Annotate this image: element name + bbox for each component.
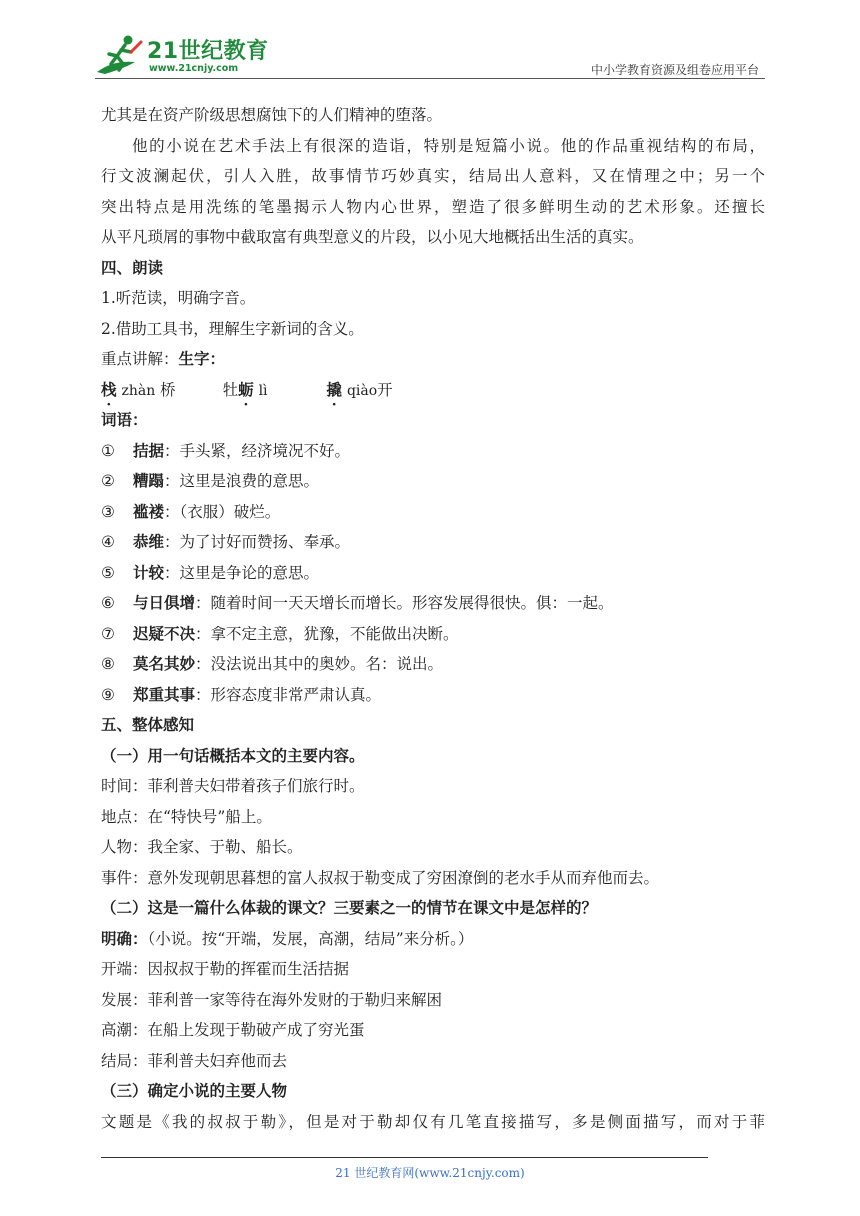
para-line: 文题是《我的叔叔于勒》，但是对于勒却仅有几笔直接描写，多是侧面描写，而对于菲 <box>101 1112 765 1131</box>
word-item <box>101 649 765 680</box>
logo <box>95 30 295 78</box>
char-entry <box>223 375 268 407</box>
word-term: 拮据 <box>133 440 165 460</box>
para-line: 从平凡琐屑的事物中截取富有典型意义的片段，以小见大地概括出生活的真实。 <box>101 228 644 246</box>
word-term: 恭维 <box>133 532 165 551</box>
section-title: 五、整体感知 <box>101 715 195 734</box>
word-number: ⑥ <box>101 594 115 612</box>
section-title: 四、朗读 <box>101 257 164 277</box>
plot-line: 结局：菲利普夫妇弃他而去 <box>101 1051 288 1070</box>
word-term: 褴褛 <box>133 501 165 521</box>
header-divider <box>95 78 765 79</box>
pinyin: zhàn <box>121 382 156 399</box>
word-definition: ：拿不定主意，犹豫，不能做出决断。 <box>195 624 459 643</box>
word-term: 莫名其妙 <box>133 654 196 673</box>
char-post: 开 <box>377 380 393 399</box>
word-number: ② <box>101 472 115 490</box>
list-item: 2.借助工具书，理解生字新词的含义。 <box>101 319 364 338</box>
list-item: 1.听范读，明确字音。 <box>101 289 256 307</box>
char-post: 桥 <box>160 380 176 399</box>
word-definition: ：形容态度非常严肃认真。 <box>195 685 382 704</box>
word-number: ③ <box>101 502 115 521</box>
para-line: 他的小说在艺术手法上有很深的造诣，特别是短篇小说。他的作品重视结构的布局， <box>132 136 765 155</box>
pinyin: qiào <box>346 382 378 399</box>
word-definition: ：这里是浪费的意思。 <box>164 472 320 490</box>
summary-line: 时间：菲利普夫妇带着孩子们旅行时。 <box>101 777 365 795</box>
document-body <box>101 100 765 1137</box>
plot-line: 开端：因叔叔于勒的挥霍而生活拮据 <box>101 960 350 978</box>
word-definition: ：没法说出其中的奥妙。名：说出。 <box>195 655 444 673</box>
answer-line <box>101 924 765 955</box>
word-definition: ：这里是争论的意思。 <box>164 563 320 582</box>
para-line: 突出特点是用洗练的笔墨揭示人物内心世界，塑造了很多鲜明生动的艺术形象。还擅长 <box>101 197 765 216</box>
key-points-line <box>101 344 765 375</box>
question: （三）确定小说的主要人物 <box>101 1081 288 1100</box>
word-definition: ：（衣服）破烂。 <box>164 502 281 521</box>
char-pre: 牡 <box>222 380 239 399</box>
word-definition: ：随着时间一天天增长而增长。形容发展得很快。俱：一起。 <box>195 594 614 612</box>
key-label: 重点讲解： <box>101 350 179 368</box>
para-line: 行文波澜起伏，引人入胜，故事情节巧妙真实，结局出人意料，又在情理之中；另一个 <box>101 167 765 185</box>
logo-brand: 21世纪教育 <box>147 39 269 64</box>
word-term: 糟蹋 <box>133 471 165 490</box>
question: （一）用一句话概括本文的主要内容。 <box>101 745 365 765</box>
runner-logo-icon <box>95 32 151 78</box>
word-term: 郑重其事 <box>133 684 196 704</box>
pinyin: lì <box>258 382 268 399</box>
word-term: 与日俱增 <box>133 593 196 612</box>
plot-line: 高潮：在船上发现于勒破产成了穷光蛋 <box>101 1021 365 1039</box>
words-label: 词语： <box>101 410 148 429</box>
word-number: ④ <box>101 533 115 551</box>
summary-line: 地点：在“特快号”船上。 <box>101 807 272 826</box>
footer-divider <box>101 1157 708 1158</box>
word-term: 迟疑不决 <box>133 623 196 643</box>
char-key: 撬 <box>326 379 342 399</box>
char-key: 蛎 <box>238 379 254 399</box>
word-definition: ：手头紧，经济境况不好。 <box>164 441 351 460</box>
clear-label: 明确： <box>101 928 148 948</box>
plot-line: 发展：菲利普一家等待在海外发财的于勒归来解困 <box>101 990 443 1009</box>
word-item <box>101 497 765 528</box>
clear-text: （小说。按“开端，发展，高潮，结局”来分析。） <box>147 929 474 948</box>
platform-name: 中小学教育资源及组卷应用平台 <box>590 63 759 77</box>
summary-line: 人物：我全家、于勒、船长。 <box>101 838 303 856</box>
word-item <box>101 558 765 589</box>
word-item <box>101 527 765 558</box>
word-item <box>101 436 765 467</box>
page-header <box>95 30 765 80</box>
word-item <box>101 588 765 619</box>
char-key: 栈 <box>101 379 117 399</box>
key-bold: 生字： <box>178 349 226 368</box>
logo-url: www.21cnjy.com <box>149 63 239 74</box>
word-number: ⑤ <box>101 563 115 582</box>
word-item <box>101 680 765 711</box>
word-number: ① <box>101 441 115 460</box>
word-number: ⑨ <box>101 685 115 704</box>
word-term: 计较 <box>133 562 165 582</box>
question: （二）这是一篇什么体裁的课文？三要素之一的情节在课文中是怎样的？ <box>101 898 598 917</box>
para-line: 尤其是在资产阶级思想腐蚀下的人们精神的堕落。 <box>101 106 443 124</box>
char-entry <box>101 375 176 407</box>
char-entry <box>326 375 392 407</box>
word-item <box>101 466 765 497</box>
word-number: ⑧ <box>101 655 115 673</box>
summary-line: 事件：意外发现朝思暮想的富人叔叔于勒变成了穷困潦倒的老水手从而弃他而去。 <box>101 868 660 887</box>
word-number: ⑦ <box>101 624 115 643</box>
new-characters <box>101 375 765 406</box>
word-definition: ：为了讨好而赞扬、奉承。 <box>164 533 351 551</box>
word-item <box>101 619 765 650</box>
footer-text: 21 世纪教育网(www.21cnjy.com) <box>335 1166 525 1180</box>
